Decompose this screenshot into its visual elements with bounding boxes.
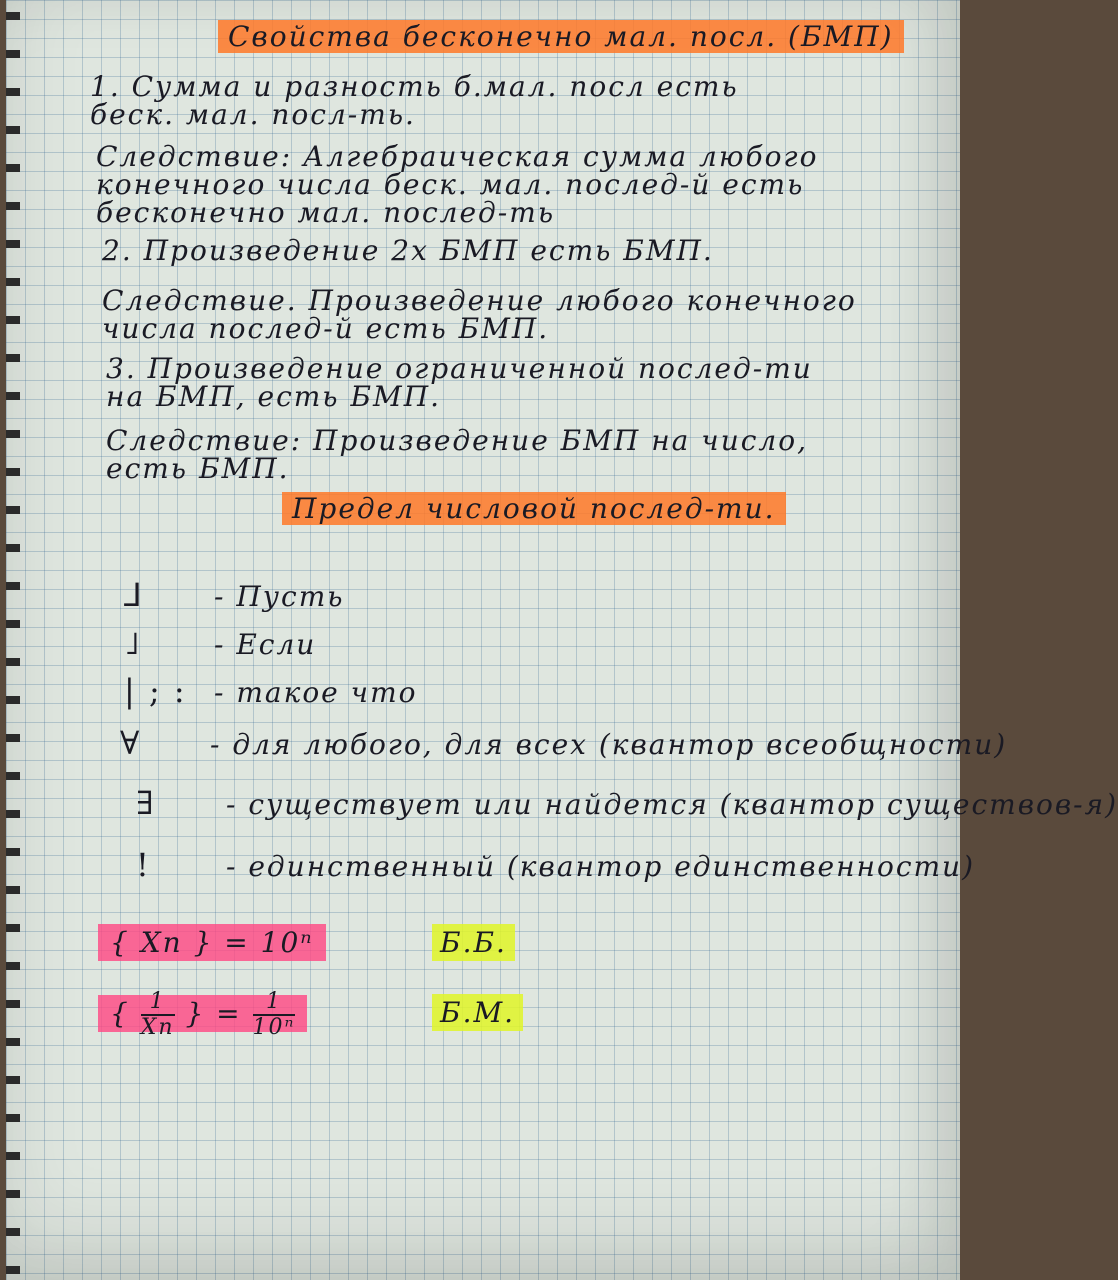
corollary-1-line-1: Следствие: Алгебраическая сумма любого bbox=[96, 140, 819, 173]
symbol-meaning: - такое что bbox=[214, 676, 418, 709]
symbol-glyph: ˩ bbox=[124, 624, 142, 662]
example-2-formula: { $\frac{1}{Xn}$ } = $\frac{1}{\text{10ⁿ}}$ bbox=[98, 995, 307, 1032]
symbol-row bbox=[136, 784, 1118, 822]
symbol-row bbox=[120, 724, 1007, 762]
symbol-meaning: - Пусть bbox=[214, 580, 345, 613]
symbol-row bbox=[136, 846, 975, 884]
example-2-label-wrap bbox=[432, 996, 523, 1029]
property-2: 2. Произведение 2х БМП есть БМП. bbox=[102, 234, 714, 267]
corollary-3-line-2: есть БМП. bbox=[106, 452, 290, 485]
example-1-label: Б.Б. bbox=[432, 924, 515, 961]
symbol-meaning: - существует или найдется (квантор существов-я) bbox=[226, 788, 1118, 821]
symbol-glyph: ∃ bbox=[136, 784, 156, 822]
property-3-line-2: на БМП, есть БМП. bbox=[106, 380, 442, 413]
property-1-line-2: беск. мал. посл-ть. bbox=[90, 98, 416, 131]
symbol-meaning: - Если bbox=[214, 628, 317, 661]
symbol-row bbox=[124, 624, 316, 662]
title-highlight: Свойства бесконечно мал. посл. (БМП) bbox=[218, 20, 904, 53]
corollary-2-line-1: Следствие. Произведение любого конечного bbox=[102, 284, 857, 317]
corollary-1-line-3: бесконечно мал. послед-ть bbox=[96, 196, 556, 229]
symbol-glyph: | ; : bbox=[124, 672, 187, 710]
property-1-line-1: 1. Сумма и разность б.мал. посл есть bbox=[90, 70, 739, 103]
example-2-label: Б.М. bbox=[432, 994, 523, 1031]
example-2-rhs-fraction: $\frac{1}{\text{10ⁿ}}$ bbox=[252, 989, 296, 1040]
symbol-meaning: - единственный (квантор единственности) bbox=[226, 850, 976, 883]
example-1 bbox=[98, 926, 326, 959]
symbol-row bbox=[124, 672, 417, 710]
section-title bbox=[282, 492, 786, 525]
symbol-row bbox=[124, 576, 345, 614]
example-2 bbox=[98, 990, 307, 1040]
symbol-glyph: ! bbox=[136, 846, 151, 884]
corollary-2-line-2: числа послед-й есть БМП. bbox=[102, 312, 550, 345]
symbol-meaning: - для любого, для всех (квантор всеобщности) bbox=[210, 728, 1008, 761]
spiral-binding bbox=[6, 0, 20, 1280]
property-3-line-1: 3. Произведение ограниченной послед-ти bbox=[106, 352, 813, 385]
example-1-label-wrap bbox=[432, 926, 515, 959]
corollary-3-line-1: Следствие: Произведение БМП на число, bbox=[106, 424, 808, 457]
example-1-formula: { Xn } = 10ⁿ bbox=[98, 924, 326, 961]
page-title bbox=[218, 20, 904, 53]
section-title-highlight: Предел числовой послед-ти. bbox=[282, 492, 786, 525]
symbol-glyph: ∀ bbox=[120, 724, 142, 762]
symbol-glyph: ⅃ bbox=[124, 576, 144, 614]
notebook-page bbox=[6, 0, 1118, 1280]
corollary-1-line-2: конечного числа беск. мал. послед-й есть bbox=[96, 168, 805, 201]
example-2-lhs-fraction: $\frac{1}{Xn}$ bbox=[140, 989, 175, 1040]
